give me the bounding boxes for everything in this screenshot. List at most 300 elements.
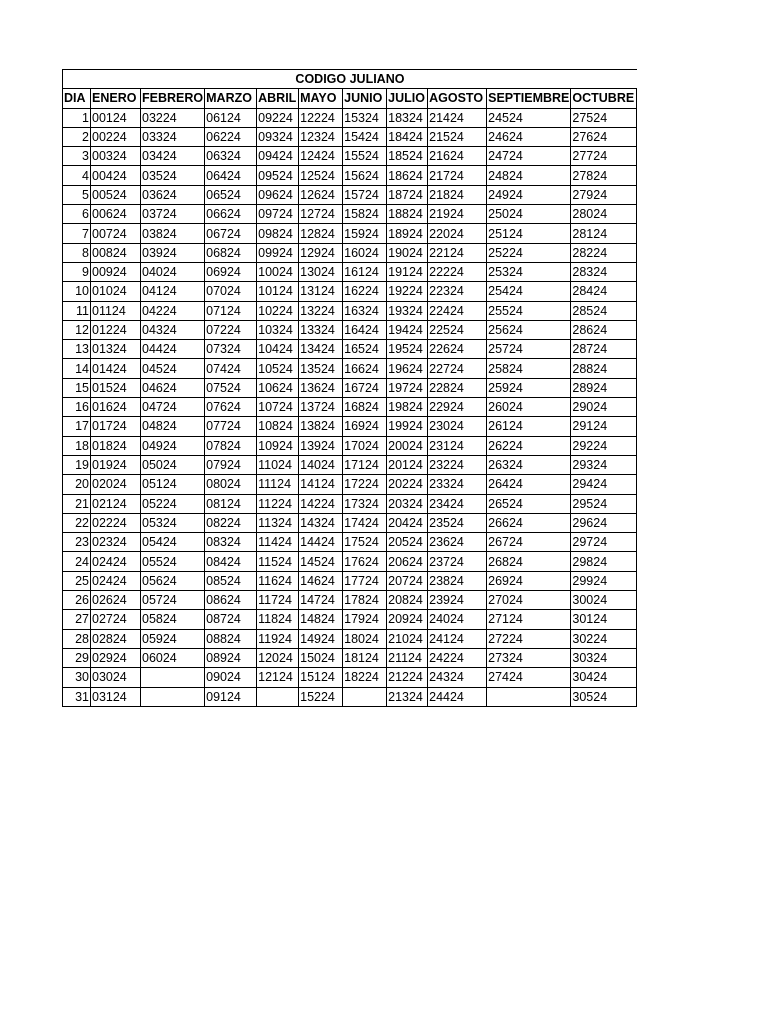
code-cell: 11924	[257, 629, 299, 648]
code-cell: 02024	[91, 475, 141, 494]
code-cell: 15824	[343, 205, 387, 224]
code-cell: 01024	[91, 282, 141, 301]
day-cell: 18	[63, 436, 91, 455]
code-cell: 15424	[343, 127, 387, 146]
table-row	[63, 108, 637, 127]
code-cell: 20124	[387, 455, 428, 474]
code-cell: 17224	[343, 475, 387, 494]
code-cell: 07924	[205, 455, 257, 474]
code-cell: 30424	[571, 668, 637, 687]
code-cell: 03324	[141, 127, 205, 146]
day-cell: 12	[63, 320, 91, 339]
code-cell: 18324	[387, 108, 428, 127]
code-cell: 13624	[299, 378, 343, 397]
code-cell: 14324	[299, 513, 343, 532]
day-cell: 31	[63, 687, 91, 706]
code-cell: 22524	[428, 320, 487, 339]
code-cell: 01824	[91, 436, 141, 455]
code-cell: 24624	[487, 127, 571, 146]
code-cell: 26824	[487, 552, 571, 571]
code-cell: 13424	[299, 340, 343, 359]
code-cell: 05724	[141, 591, 205, 610]
code-cell: 06424	[205, 166, 257, 185]
column-header-dia: DIA	[63, 89, 91, 108]
code-cell: 07024	[205, 282, 257, 301]
code-cell: 21324	[387, 687, 428, 706]
code-cell: 15224	[299, 687, 343, 706]
code-cell: 17024	[343, 436, 387, 455]
code-cell: 27024	[487, 591, 571, 610]
code-cell: 18524	[387, 147, 428, 166]
code-cell: 04424	[141, 340, 205, 359]
code-cell: 17824	[343, 591, 387, 610]
table-row	[63, 494, 637, 513]
code-cell: 14024	[299, 455, 343, 474]
code-cell: 13924	[299, 436, 343, 455]
code-cell: 28524	[571, 301, 637, 320]
code-cell: 10724	[257, 398, 299, 417]
code-cell: 15524	[343, 147, 387, 166]
code-cell: 05024	[141, 455, 205, 474]
day-cell: 16	[63, 398, 91, 417]
code-cell: 21724	[428, 166, 487, 185]
code-cell: 00724	[91, 224, 141, 243]
code-cell: 07624	[205, 398, 257, 417]
code-cell: 19424	[387, 320, 428, 339]
table-row	[63, 417, 637, 436]
code-cell: 19924	[387, 417, 428, 436]
code-cell: 20324	[387, 494, 428, 513]
code-cell: 16024	[343, 243, 387, 262]
code-cell: 08124	[205, 494, 257, 513]
code-cell: 16124	[343, 262, 387, 281]
code-cell: 09624	[257, 185, 299, 204]
code-cell: 09924	[257, 243, 299, 262]
code-cell: 10924	[257, 436, 299, 455]
code-cell: 29324	[571, 455, 637, 474]
code-cell: 00924	[91, 262, 141, 281]
day-cell: 8	[63, 243, 91, 262]
code-cell: 25624	[487, 320, 571, 339]
code-cell: 23624	[428, 533, 487, 552]
code-cell: 11524	[257, 552, 299, 571]
code-cell: 12324	[299, 127, 343, 146]
code-cell: 00824	[91, 243, 141, 262]
table-row	[63, 513, 637, 532]
table-row	[63, 398, 637, 417]
code-cell: 19324	[387, 301, 428, 320]
code-cell: 03424	[141, 147, 205, 166]
code-cell: 04524	[141, 359, 205, 378]
code-cell: 04924	[141, 436, 205, 455]
day-cell: 29	[63, 648, 91, 667]
code-cell: 04124	[141, 282, 205, 301]
code-cell: 07224	[205, 320, 257, 339]
code-cell	[257, 687, 299, 706]
code-cell: 29424	[571, 475, 637, 494]
code-cell: 20224	[387, 475, 428, 494]
day-cell: 3	[63, 147, 91, 166]
code-cell: 07424	[205, 359, 257, 378]
day-cell: 19	[63, 455, 91, 474]
code-cell: 25824	[487, 359, 571, 378]
day-cell: 28	[63, 629, 91, 648]
code-cell: 05124	[141, 475, 205, 494]
code-cell: 01524	[91, 378, 141, 397]
day-cell: 25	[63, 571, 91, 590]
table-row	[63, 282, 637, 301]
code-cell: 08024	[205, 475, 257, 494]
day-cell: 2	[63, 127, 91, 146]
code-cell: 29824	[571, 552, 637, 571]
code-cell: 15924	[343, 224, 387, 243]
code-cell: 12924	[299, 243, 343, 262]
code-cell: 01624	[91, 398, 141, 417]
day-cell: 10	[63, 282, 91, 301]
code-cell: 12824	[299, 224, 343, 243]
code-cell: 06324	[205, 147, 257, 166]
code-cell: 14124	[299, 475, 343, 494]
code-cell: 25024	[487, 205, 571, 224]
code-cell: 23424	[428, 494, 487, 513]
code-cell: 24024	[428, 610, 487, 629]
code-cell: 26424	[487, 475, 571, 494]
code-cell: 15724	[343, 185, 387, 204]
code-cell: 16824	[343, 398, 387, 417]
code-cell	[487, 687, 571, 706]
code-cell: 21224	[387, 668, 428, 687]
code-cell: 07824	[205, 436, 257, 455]
code-cell: 21524	[428, 127, 487, 146]
table-row	[63, 629, 637, 648]
code-cell: 16324	[343, 301, 387, 320]
table-row	[63, 378, 637, 397]
column-header-junio: JUNIO	[343, 89, 387, 108]
code-cell: 26924	[487, 571, 571, 590]
code-cell: 14624	[299, 571, 343, 590]
code-cell: 02724	[91, 610, 141, 629]
code-cell: 04724	[141, 398, 205, 417]
code-cell: 18624	[387, 166, 428, 185]
table-row	[63, 436, 637, 455]
column-header-enero: ENERO	[91, 89, 141, 108]
code-cell: 29924	[571, 571, 637, 590]
day-cell: 15	[63, 378, 91, 397]
code-cell: 20624	[387, 552, 428, 571]
code-cell: 27624	[571, 127, 637, 146]
code-cell: 16524	[343, 340, 387, 359]
code-cell: 28724	[571, 340, 637, 359]
code-cell: 03024	[91, 668, 141, 687]
day-cell: 30	[63, 668, 91, 687]
code-cell: 03124	[91, 687, 141, 706]
code-cell: 12624	[299, 185, 343, 204]
code-cell: 26524	[487, 494, 571, 513]
column-header-agosto: AGOSTO	[428, 89, 487, 108]
code-cell: 16924	[343, 417, 387, 436]
code-cell: 30324	[571, 648, 637, 667]
code-cell: 12124	[257, 668, 299, 687]
code-cell: 05924	[141, 629, 205, 648]
code-cell: 04024	[141, 262, 205, 281]
code-cell: 11224	[257, 494, 299, 513]
code-cell: 12424	[299, 147, 343, 166]
code-cell: 08724	[205, 610, 257, 629]
code-cell: 19524	[387, 340, 428, 359]
table-row	[63, 205, 637, 224]
code-cell: 29724	[571, 533, 637, 552]
code-cell: 28124	[571, 224, 637, 243]
code-cell: 17724	[343, 571, 387, 590]
code-cell: 26324	[487, 455, 571, 474]
code-cell: 29224	[571, 436, 637, 455]
code-cell: 20824	[387, 591, 428, 610]
code-cell: 18724	[387, 185, 428, 204]
code-cell: 28624	[571, 320, 637, 339]
code-cell: 19624	[387, 359, 428, 378]
code-cell: 28024	[571, 205, 637, 224]
code-cell: 06824	[205, 243, 257, 262]
code-cell: 11624	[257, 571, 299, 590]
code-cell: 24424	[428, 687, 487, 706]
code-cell: 23924	[428, 591, 487, 610]
code-cell: 13324	[299, 320, 343, 339]
code-cell: 24724	[487, 147, 571, 166]
code-cell: 05424	[141, 533, 205, 552]
column-header-septiembre: SEPTIEMBRE	[487, 89, 571, 108]
code-cell: 09024	[205, 668, 257, 687]
code-cell: 13024	[299, 262, 343, 281]
code-cell: 18224	[343, 668, 387, 687]
code-cell: 10324	[257, 320, 299, 339]
table-row	[63, 224, 637, 243]
code-cell: 03524	[141, 166, 205, 185]
code-cell: 27824	[571, 166, 637, 185]
code-cell: 23324	[428, 475, 487, 494]
code-cell: 10024	[257, 262, 299, 281]
julian-code-table	[62, 69, 637, 707]
code-cell: 19124	[387, 262, 428, 281]
table-row	[63, 243, 637, 262]
code-cell: 22624	[428, 340, 487, 359]
code-cell: 25224	[487, 243, 571, 262]
column-header-abril: ABRIL	[257, 89, 299, 108]
code-cell: 13124	[299, 282, 343, 301]
code-cell: 14224	[299, 494, 343, 513]
day-cell: 6	[63, 205, 91, 224]
code-cell: 02924	[91, 648, 141, 667]
day-cell: 11	[63, 301, 91, 320]
code-cell: 04324	[141, 320, 205, 339]
code-cell: 00324	[91, 147, 141, 166]
code-cell: 24124	[428, 629, 487, 648]
code-cell: 06524	[205, 185, 257, 204]
code-cell	[343, 687, 387, 706]
code-cell: 19224	[387, 282, 428, 301]
code-cell: 25124	[487, 224, 571, 243]
code-cell: 17624	[343, 552, 387, 571]
code-cell: 28224	[571, 243, 637, 262]
code-cell: 27724	[571, 147, 637, 166]
code-cell: 09424	[257, 147, 299, 166]
code-cell: 29524	[571, 494, 637, 513]
code-cell: 24324	[428, 668, 487, 687]
code-cell: 22724	[428, 359, 487, 378]
code-cell: 08324	[205, 533, 257, 552]
code-cell: 15324	[343, 108, 387, 127]
day-cell: 14	[63, 359, 91, 378]
code-cell: 28924	[571, 378, 637, 397]
day-cell: 9	[63, 262, 91, 281]
code-cell: 14924	[299, 629, 343, 648]
code-cell: 19724	[387, 378, 428, 397]
code-cell: 14424	[299, 533, 343, 552]
code-cell: 06224	[205, 127, 257, 146]
day-cell: 24	[63, 552, 91, 571]
code-cell: 25924	[487, 378, 571, 397]
code-cell: 15624	[343, 166, 387, 185]
code-cell: 02624	[91, 591, 141, 610]
table-row	[63, 687, 637, 706]
table-row	[63, 610, 637, 629]
table-row	[63, 552, 637, 571]
code-cell: 29024	[571, 398, 637, 417]
code-cell: 03824	[141, 224, 205, 243]
code-cell: 08224	[205, 513, 257, 532]
code-cell: 06724	[205, 224, 257, 243]
code-cell: 25724	[487, 340, 571, 359]
code-cell: 01124	[91, 301, 141, 320]
code-cell: 03224	[141, 108, 205, 127]
code-cell: 22424	[428, 301, 487, 320]
code-cell: 25424	[487, 282, 571, 301]
code-cell: 02224	[91, 513, 141, 532]
day-cell: 27	[63, 610, 91, 629]
code-cell: 30024	[571, 591, 637, 610]
header-row	[63, 89, 637, 108]
code-cell: 12724	[299, 205, 343, 224]
code-cell: 11724	[257, 591, 299, 610]
code-cell: 16724	[343, 378, 387, 397]
code-cell: 20424	[387, 513, 428, 532]
table-row	[63, 262, 637, 281]
code-cell: 21924	[428, 205, 487, 224]
code-cell: 12224	[299, 108, 343, 127]
code-cell: 00524	[91, 185, 141, 204]
code-cell: 03924	[141, 243, 205, 262]
code-cell: 11124	[257, 475, 299, 494]
code-cell: 08624	[205, 591, 257, 610]
code-cell: 18424	[387, 127, 428, 146]
code-cell: 00124	[91, 108, 141, 127]
code-cell: 18024	[343, 629, 387, 648]
code-cell: 02424	[91, 571, 141, 590]
code-cell: 28324	[571, 262, 637, 281]
code-cell: 17124	[343, 455, 387, 474]
code-cell: 20524	[387, 533, 428, 552]
code-cell: 06124	[205, 108, 257, 127]
code-cell: 12024	[257, 648, 299, 667]
code-cell: 03724	[141, 205, 205, 224]
code-cell: 20024	[387, 436, 428, 455]
code-cell: 10124	[257, 282, 299, 301]
code-cell: 15024	[299, 648, 343, 667]
code-cell: 26724	[487, 533, 571, 552]
day-cell: 1	[63, 108, 91, 127]
code-cell: 12524	[299, 166, 343, 185]
code-cell: 18124	[343, 648, 387, 667]
code-cell: 28824	[571, 359, 637, 378]
code-cell: 03624	[141, 185, 205, 204]
code-cell: 23724	[428, 552, 487, 571]
table-row	[63, 533, 637, 552]
code-cell: 05824	[141, 610, 205, 629]
day-cell: 4	[63, 166, 91, 185]
code-cell: 06924	[205, 262, 257, 281]
code-cell: 10824	[257, 417, 299, 436]
code-cell: 24224	[428, 648, 487, 667]
code-cell: 22224	[428, 262, 487, 281]
day-cell: 26	[63, 591, 91, 610]
code-cell: 05324	[141, 513, 205, 532]
code-cell: 28424	[571, 282, 637, 301]
code-cell: 22824	[428, 378, 487, 397]
code-cell: 05224	[141, 494, 205, 513]
code-cell: 21424	[428, 108, 487, 127]
code-cell: 06624	[205, 205, 257, 224]
code-cell: 23124	[428, 436, 487, 455]
code-cell: 08424	[205, 552, 257, 571]
code-cell: 26624	[487, 513, 571, 532]
code-cell: 17924	[343, 610, 387, 629]
code-cell: 21624	[428, 147, 487, 166]
code-cell: 29124	[571, 417, 637, 436]
code-cell	[141, 687, 205, 706]
code-cell: 11824	[257, 610, 299, 629]
day-cell: 17	[63, 417, 91, 436]
code-cell: 02424	[91, 552, 141, 571]
code-cell: 02324	[91, 533, 141, 552]
code-cell: 14524	[299, 552, 343, 571]
code-cell: 02124	[91, 494, 141, 513]
code-cell: 25324	[487, 262, 571, 281]
code-cell: 27324	[487, 648, 571, 667]
day-cell: 7	[63, 224, 91, 243]
table-row	[63, 455, 637, 474]
code-cell: 07124	[205, 301, 257, 320]
code-cell: 19824	[387, 398, 428, 417]
code-cell: 04624	[141, 378, 205, 397]
code-cell: 21124	[387, 648, 428, 667]
column-header-febrero: FEBRERO	[141, 89, 205, 108]
day-cell: 20	[63, 475, 91, 494]
code-cell	[141, 668, 205, 687]
code-cell: 27424	[487, 668, 571, 687]
code-cell: 07724	[205, 417, 257, 436]
code-cell: 09124	[205, 687, 257, 706]
day-cell: 21	[63, 494, 91, 513]
table-row	[63, 668, 637, 687]
code-cell: 27524	[571, 108, 637, 127]
code-cell: 23824	[428, 571, 487, 590]
code-cell: 10624	[257, 378, 299, 397]
code-cell: 02824	[91, 629, 141, 648]
code-cell: 07524	[205, 378, 257, 397]
code-cell: 26124	[487, 417, 571, 436]
code-cell: 23024	[428, 417, 487, 436]
table-title: CODIGO JULIANO	[63, 70, 637, 89]
code-cell: 00424	[91, 166, 141, 185]
